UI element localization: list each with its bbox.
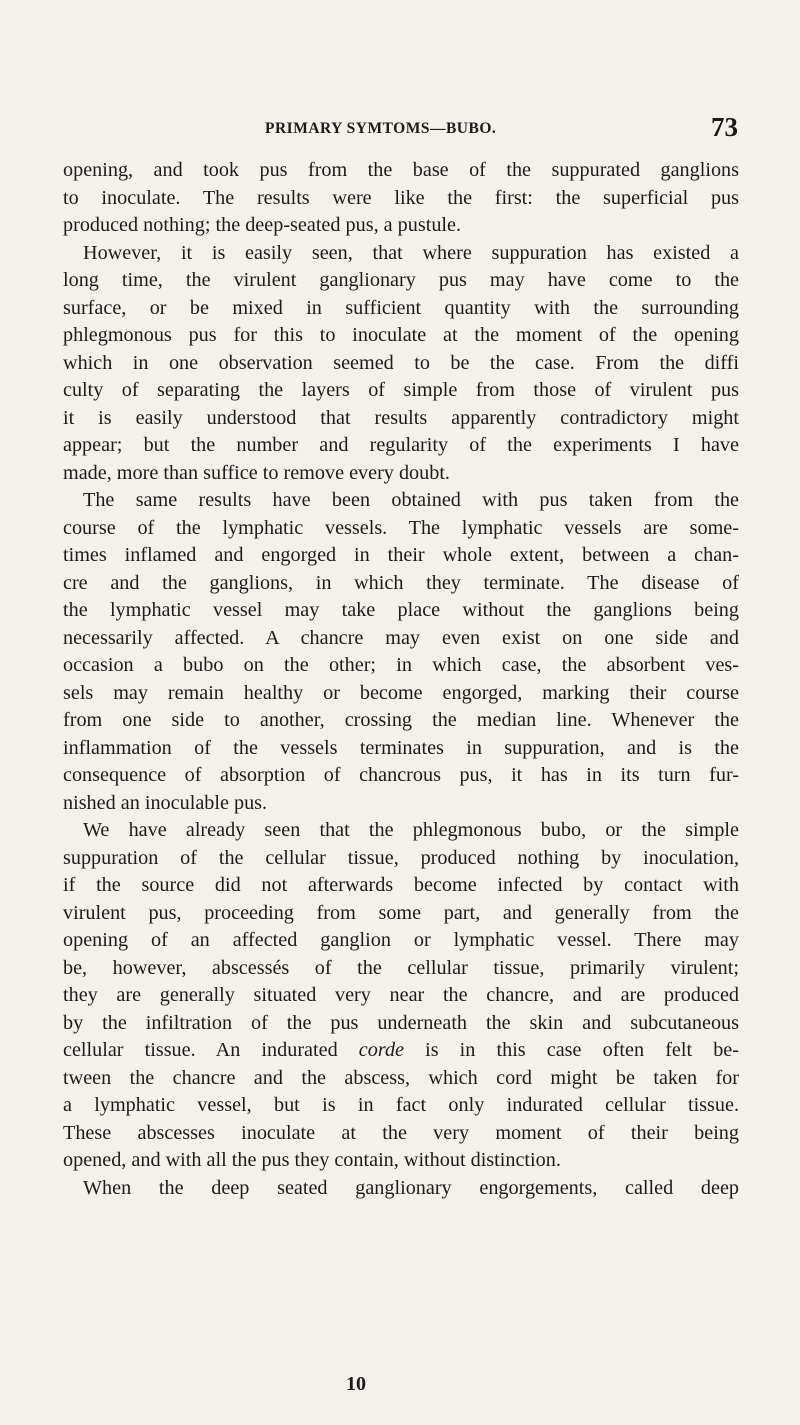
text-line: produced nothing; the deep-seated pus, a pustule. (63, 214, 462, 236)
text-line: times inflamed and engorged in their whole extent, between a chan- (63, 544, 739, 566)
text-line: suppuration of the cellular tissue, produced nothing by inoculation, (63, 846, 739, 869)
italic-word: corde (358, 1039, 404, 1061)
text-line: opening of an affected ganglion or lymphatic vessel. There may (63, 929, 739, 951)
signature-mark: 10 (346, 1373, 366, 1395)
text-line: long time, the virulent ganglionary pus may have come to the (63, 269, 739, 291)
text-line: consequence of absorption of chancrous pus, it has in its turn fur- (63, 764, 739, 786)
text-line: course of the lymphatic vessels. The lymphatic vessels are some- (63, 516, 739, 539)
page-number: 73 (711, 112, 738, 142)
text-line: nished an inoculable pus. (63, 791, 268, 814)
text-line: However, it is easily seen, that where suppuration has existed a (83, 241, 739, 264)
text-line: necessarily affected. A chancre may even exist on one side and (63, 626, 739, 649)
text-line: inflammation of the vessels terminates in suppuration, and is the (63, 736, 739, 759)
text-line: sels may remain healthy or become engorged, marking their course (63, 681, 739, 704)
text-line: phlegmonous pus for this to inoculate at the moment of the opening (63, 324, 739, 346)
text-line: When the deep seated ganglionary engorgements, called deep (83, 1176, 739, 1199)
text-line: cellular tissue. An indurated corde is in this case often felt be- (63, 1039, 739, 1061)
text-line: it is easily understood that results apparently contradictory might (63, 406, 739, 429)
text-line: made, more than suffice to remove every doubt. (63, 461, 450, 484)
body-text (63, 157, 739, 1202)
text-line: We have already seen that the phlegmonous bubo, or the simple (83, 819, 739, 841)
text-line: if the source did not afterwards become infected by contact with (63, 874, 739, 896)
text-line: virulent pus, proceeding from some part, and generally from the (63, 901, 739, 924)
text-line: surface, or be mixed in sufficient quantity with the surrounding (63, 296, 739, 319)
text-line: appear; but the number and regularity of the experiments I have (63, 434, 739, 456)
text-line: opening, and took pus from the base of the suppurated ganglions (63, 159, 739, 181)
text-line: which in one observation seemed to be the case. From the diffi (63, 351, 739, 374)
text-line: be, however, abscessés of the cellular tissue, primarily virulent; (63, 956, 739, 979)
text-line: a lymphatic vessel, but is in fact only indurated cellular tissue. (63, 1094, 739, 1116)
running-head (60, 114, 740, 146)
text-line: the lymphatic vessel may take place without the ganglions being (63, 599, 739, 621)
text-line: The same results have been obtained with pus taken from the (83, 489, 739, 511)
text-line: to inoculate. The results were like the first: the superficial pus (63, 186, 739, 209)
text-line: opened, and with all the pus they contain, without distinction. (63, 1149, 561, 1171)
text-line: by the infiltration of the pus underneath the skin and subcutaneous (63, 1011, 739, 1034)
text-line: cre and the ganglions, in which they terminate. The disease of (63, 571, 739, 594)
text-line: from one side to another, crossing the median line. Whenever the (63, 709, 739, 731)
text-line: they are generally situated very near the chancre, and are produced (63, 984, 739, 1006)
text-line: tween the chancre and the abscess, which cord might be taken for (63, 1066, 739, 1089)
text-line: These abscesses inoculate at the very moment of their being (63, 1121, 739, 1144)
running-title: PRIMARY SYMTOMS—BUBO. (265, 120, 497, 137)
text-line: occasion a bubo on the other; in which case, the absorbent ves- (63, 654, 739, 676)
text-line: culty of separating the layers of simple from those of virulent pus (63, 379, 739, 401)
